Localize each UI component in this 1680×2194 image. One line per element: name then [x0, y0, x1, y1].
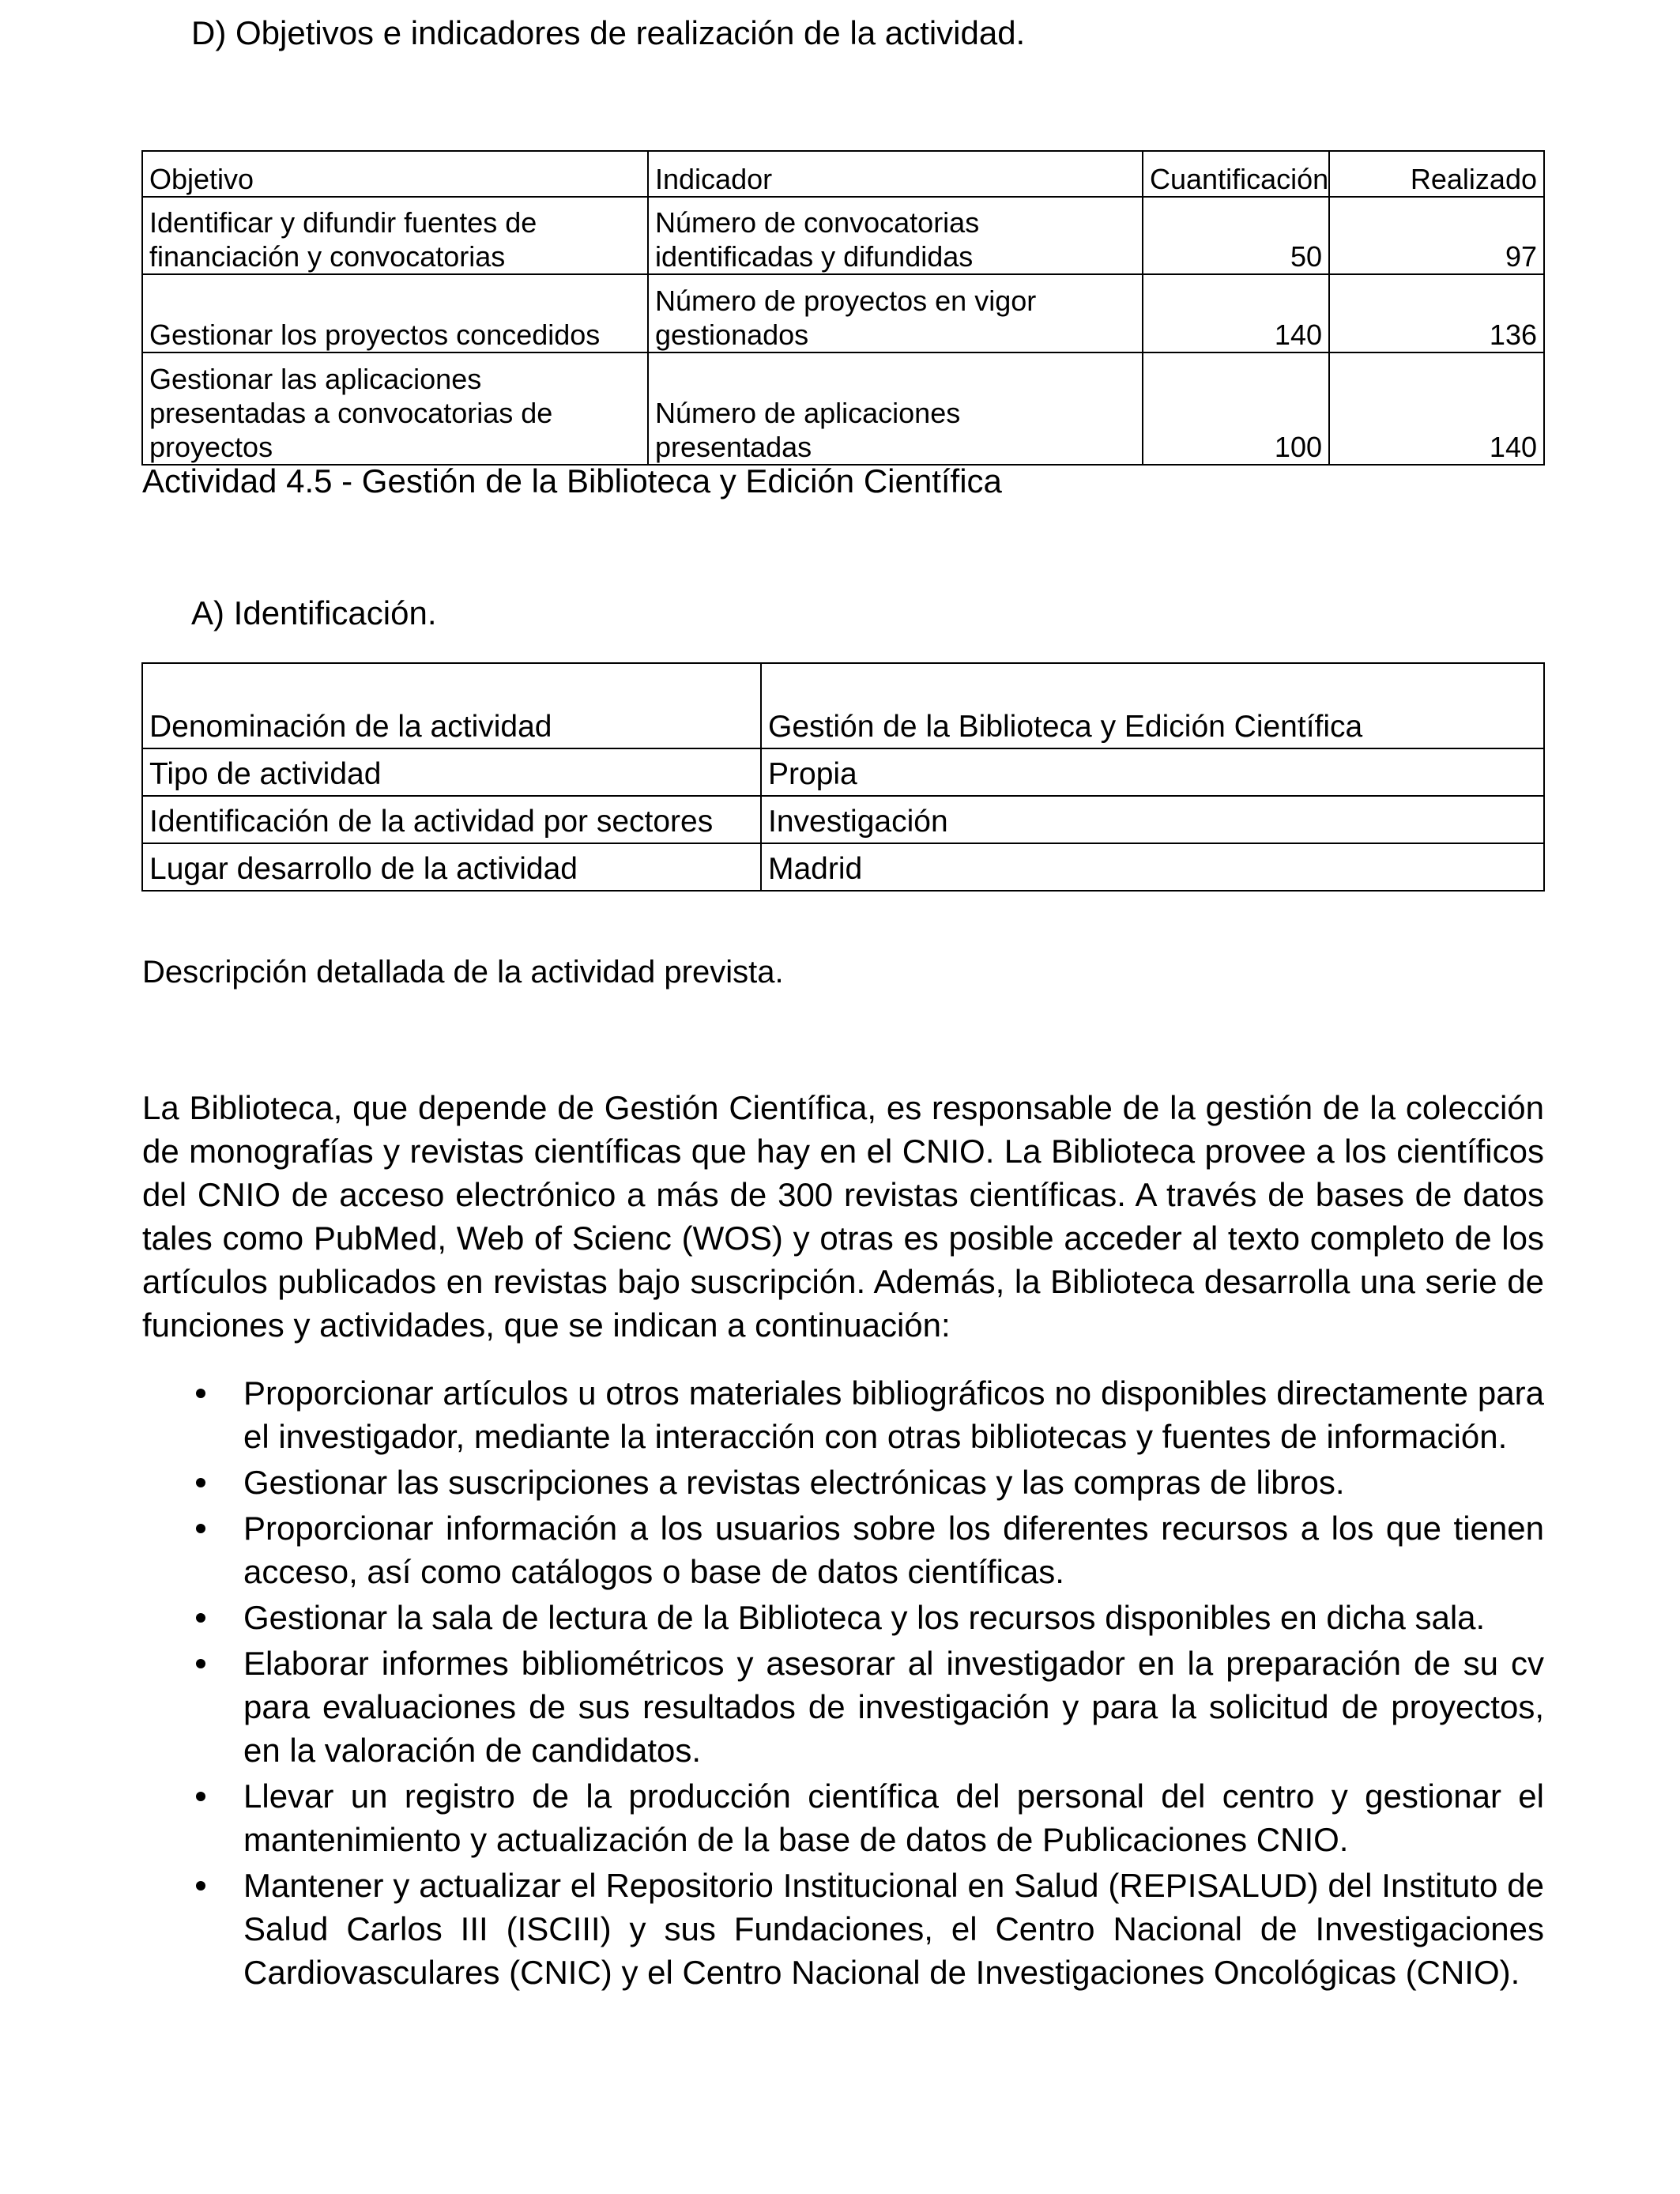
bullet-icon — [196, 1478, 205, 1487]
list-item: Gestionar la sala de lectura de la Biblioteca y los recursos disponibles en dicha sala. — [142, 1596, 1544, 1639]
description-paragraph: La Biblioteca, que depende de Gestión Científica, es responsable de la gestión de la colección de monografías y revistas científicas que hay en el CNIO. La Biblioteca provee a los científicos del CNIO de acceso electrónico a más de 300 revistas científicas. A través de bases de datos tales como PubMed, Web of Scienc (WOS) y otras es posible acceder al texto completo de los artículos publicados en revistas bajo suscripción. Además, la Biblioteca desarrolla una serie de funciones y actividades, que se indican a continuación: — [142, 1089, 1544, 1344]
realizado-cell: 136 — [1329, 274, 1544, 352]
bullet-icon — [196, 1792, 205, 1801]
table-row — [142, 352, 1544, 465]
label-cell: Lugar desarrollo de la actividad — [142, 843, 761, 891]
label-cell: Denominación de la actividad — [142, 663, 761, 748]
realizado-cell: 140 — [1329, 352, 1544, 465]
table-header-row — [142, 151, 1544, 197]
header-realizado: Realizado — [1329, 151, 1544, 197]
table-row — [142, 663, 1544, 748]
value-cell: Propia — [761, 748, 1544, 796]
functions-list — [142, 1371, 1544, 1996]
label-cell: Identificación de la actividad por sectores — [142, 796, 761, 843]
bullet-icon — [196, 1389, 205, 1398]
activity-title: Actividad 4.5 - Gestión de la Biblioteca y Edición Científica — [142, 462, 1002, 499]
list-item: Mantener y actualizar el Repositorio Institucional en Salud (REPISALUD) del Instituto de Salud Carlos III (ISCIII) y sus Fundaciones, el Centro Nacional de Investigaciones Cardiovasculares (CNIC) y el Centro Nacional de Investigaciones Oncológicas (CNIO). — [142, 1864, 1544, 1994]
table-row — [142, 274, 1544, 352]
list-item: Proporcionar información a los usuarios sobre los diferentes recursos a los que tienen acceso, así como catálogos o base de datos científicas. — [142, 1506, 1544, 1593]
description-heading: Descripción detallada de la actividad prevista. — [142, 955, 784, 990]
list-item: Elaborar informes bibliométricos y asesorar al investigador en la preparación de su cv para evaluaciones de sus resultados de investigación y para la solicitud de proyectos, en la valoración de candidatos. — [142, 1642, 1544, 1772]
value-cell: Gestión de la Biblioteca y Edición Científica — [761, 663, 1544, 748]
objetivo-cell: Gestionar las aplicaciones presentadas a convocatorias de proyectos — [142, 352, 648, 465]
value-cell: Madrid — [761, 843, 1544, 891]
objectives-table — [141, 150, 1545, 466]
bullet-icon — [196, 1881, 205, 1891]
objetivo-cell: Gestionar los proyectos concedidos — [142, 274, 648, 352]
indicador-cell: Número de aplicaciones presentadas — [648, 352, 1143, 465]
list-item: Gestionar las suscripciones a revistas electrónicas y las compras de libros. — [142, 1461, 1544, 1504]
bullet-icon — [196, 1524, 205, 1533]
bullet-icon — [196, 1613, 205, 1623]
objetivo-cell: Identificar y difundir fuentes de financiación y convocatorias — [142, 197, 648, 274]
table-row — [142, 748, 1544, 796]
table-row — [142, 197, 1544, 274]
label-cell: Tipo de actividad — [142, 748, 761, 796]
list-item: Proporcionar artículos u otros materiales bibliográficos no disponibles directamente para el investigador, mediante la interacción con otras bibliotecas y fuentes de información. — [142, 1371, 1544, 1458]
header-indicador: Indicador — [648, 151, 1143, 197]
section-heading-objectives: D) Objetivos e indicadores de realización de la actividad. — [191, 14, 1026, 51]
cuantificacion-cell: 100 — [1143, 352, 1329, 465]
section-heading-identification: A) Identificación. — [191, 594, 437, 631]
value-cell: Investigación — [761, 796, 1544, 843]
table-row — [142, 843, 1544, 891]
table-row — [142, 796, 1544, 843]
cuantificacion-cell: 140 — [1143, 274, 1329, 352]
indicador-cell: Número de proyectos en vigor gestionados — [648, 274, 1143, 352]
indicador-cell: Número de convocatorias identificadas y difundidas — [648, 197, 1143, 274]
header-objetivo: Objetivo — [142, 151, 648, 197]
header-cuantificacion: Cuantificación — [1143, 151, 1329, 197]
cuantificacion-cell: 50 — [1143, 197, 1329, 274]
list-item: Llevar un registro de la producción científica del personal del centro y gestionar el mantenimiento y actualización de la base de datos de Publicaciones CNIO. — [142, 1774, 1544, 1861]
bullet-icon — [196, 1659, 205, 1668]
identification-table — [141, 662, 1545, 892]
realizado-cell: 97 — [1329, 197, 1544, 274]
